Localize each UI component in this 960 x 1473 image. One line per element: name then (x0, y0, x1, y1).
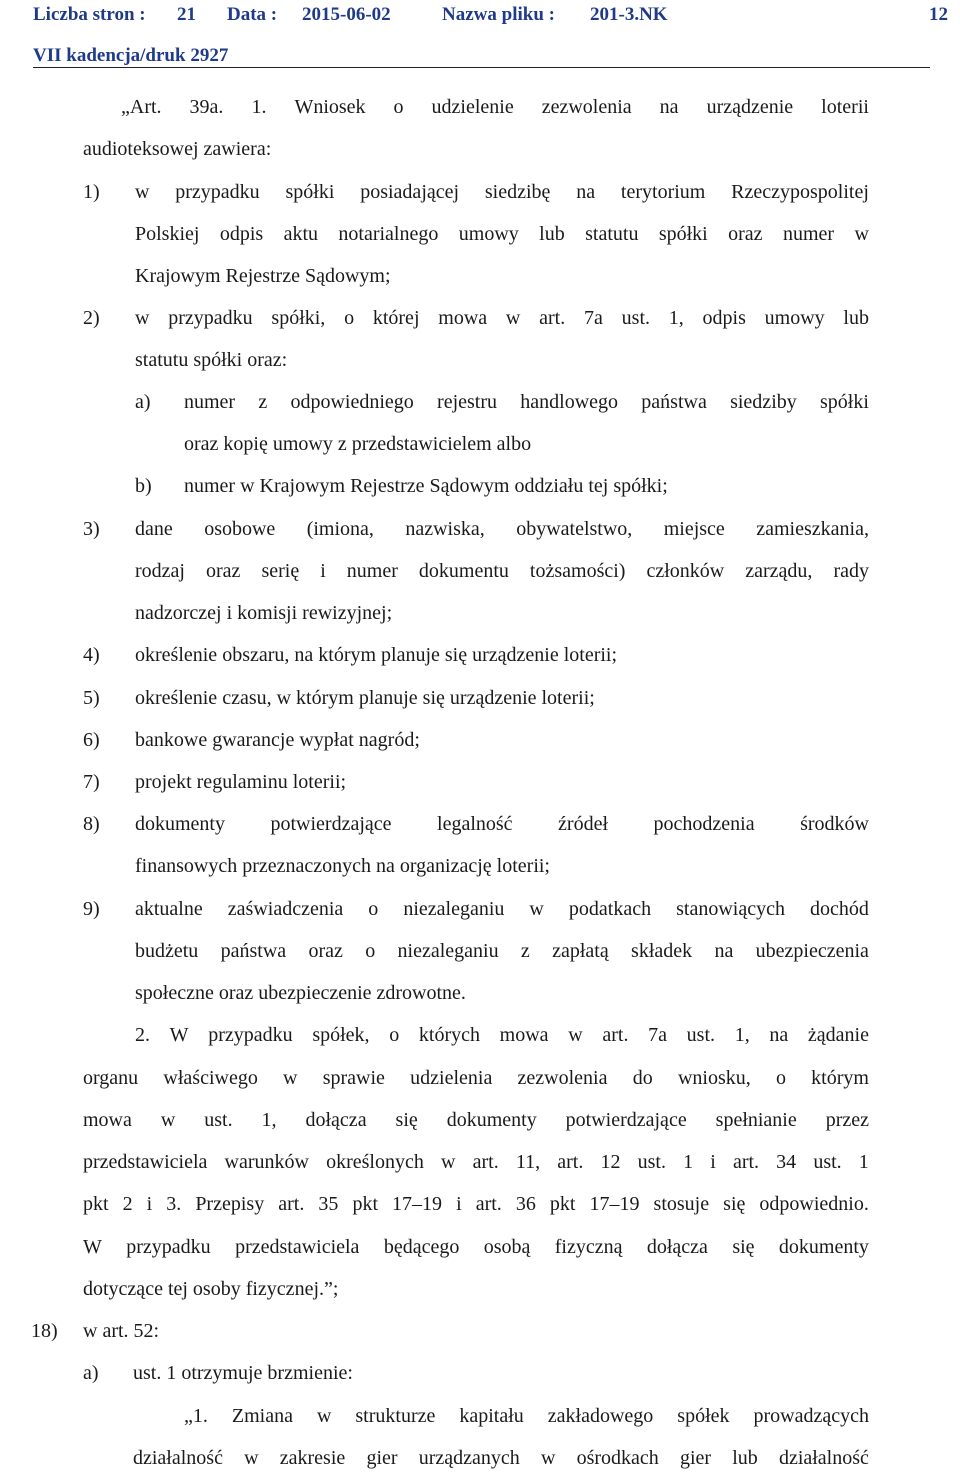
date-value: 2015-06-02 (302, 4, 391, 25)
list-item: oraz kopię umowy z przedstawicielem albo (184, 433, 532, 455)
paragraph-line: W przypadku przedstawiciela będącego osobą fizyczną dołącza się dokumenty (83, 1236, 869, 1258)
paragraph-line: przedstawiciela warunków określonych w art. 11, art. 12 ust. 1 i art. 34 ust. 1 (83, 1151, 869, 1173)
item-number: 2) (83, 307, 100, 329)
pages-value: 21 (177, 4, 196, 25)
page-number: 12 (929, 4, 948, 25)
list-item: ust. 1 otrzymuje brzmienie: (133, 1362, 353, 1384)
header-rule (33, 67, 930, 68)
file-label: Nazwa pliku : (442, 4, 555, 25)
item-number: 7) (83, 771, 100, 793)
paragraph-line: „Art. 39a. 1. Wniosek o udzielenie zezwolenia na urządzenie loterii (121, 96, 869, 118)
list-item: określenie obszaru, na którym planuje się urządzenie loterii; (135, 644, 618, 666)
quoted-line: „1. Zmiana w strukturze kapitału zakładowego spółek prowadzących (184, 1405, 869, 1427)
list-item: finansowych przeznaczonych na organizację loterii; (135, 855, 550, 877)
list-item: Krajowym Rejestrze Sądowym; (135, 265, 391, 287)
item-number: 5) (83, 687, 100, 709)
file-value: 201-3.NK (590, 4, 668, 25)
header-subtitle: VII kadencja/druk 2927 (33, 45, 229, 66)
list-item: w przypadku spółki posiadającej siedzibę na terytorium Rzeczypospolitej (135, 181, 869, 203)
list-item: w przypadku spółki, o której mowa w art. 7a ust. 1, odpis umowy lub (135, 307, 869, 329)
list-item: bankowe gwarancje wypłat nagród; (135, 729, 420, 751)
paragraph-line: organu właściwego w sprawie udzielenia zezwolenia do wniosku, o którym (83, 1067, 869, 1089)
quoted-line: działalność w zakresie gier urządzanych w ośrodkach gier lub działalność (133, 1447, 869, 1469)
date-label: Data : (227, 4, 278, 25)
item-number: 6) (83, 729, 100, 751)
item-letter: a) (83, 1362, 99, 1384)
list-item: numer w Krajowym Rejestrze Sądowym oddziału tej spółki; (184, 475, 668, 497)
paragraph-line: pkt 2 i 3. Przepisy art. 35 pkt 17–19 i art. 36 pkt 17–19 stosuje się odpowiednio. (83, 1193, 869, 1215)
paragraph-line: dotyczące tej osoby fizycznej.”; (83, 1278, 339, 1300)
list-item: projekt regulaminu loterii; (135, 771, 347, 793)
item-number: 4) (83, 644, 100, 666)
item-number: 18) (31, 1320, 58, 1342)
list-item: statutu spółki oraz: (135, 349, 288, 371)
list-item: numer z odpowiedniego rejestru handlowego państwa siedziby spółki (184, 391, 869, 413)
list-item: budżetu państwa oraz o niezaleganiu z zapłatą składek na ubezpieczenia (135, 940, 869, 962)
list-item: nadzorczej i komisji rewizyjnej; (135, 602, 393, 624)
list-item: Polskiej odpis aktu notarialnego umowy lub statutu spółki oraz numer w (135, 223, 869, 245)
list-item: aktualne zaświadczenia o niezaleganiu w podatkach stanowiących dochód (135, 898, 869, 920)
list-item: społeczne oraz ubezpieczenie zdrowotne. (135, 982, 466, 1004)
pages-label: Liczba stron : (33, 4, 146, 25)
item-number: 1) (83, 181, 100, 203)
paragraph-line: mowa w ust. 1, dołącza się dokumenty potwierdzające spełnianie przez (83, 1109, 869, 1131)
list-item: dane osobowe (imiona, nazwiska, obywatelstwo, miejsce zamieszkania, (135, 518, 869, 540)
paragraph-line: 2. W przypadku spółek, o których mowa w art. 7a ust. 1, na żądanie (135, 1024, 869, 1046)
list-item: określenie czasu, w którym planuje się urządzenie loterii; (135, 687, 595, 709)
paragraph-line: audioteksowej zawiera: (83, 138, 272, 160)
item-letter: b) (135, 475, 152, 497)
list-item: rodzaj oraz serię i numer dokumentu tożsamości) członków zarządu, rady (135, 560, 869, 582)
list-item: dokumenty potwierdzające legalność źródeł pochodzenia środków (135, 813, 869, 835)
item-letter: a) (135, 391, 151, 413)
list-item: w art. 52: (83, 1320, 160, 1342)
item-number: 8) (83, 813, 100, 835)
item-number: 3) (83, 518, 100, 540)
item-number: 9) (83, 898, 100, 920)
